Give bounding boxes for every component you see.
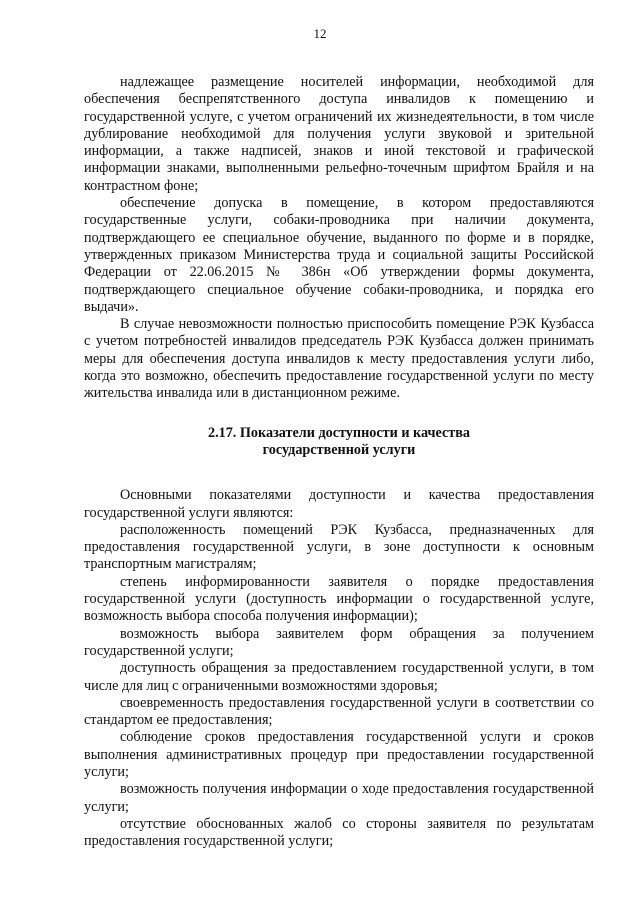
page-number: 12 [313, 26, 327, 41]
paragraph: возможность выбора заявителем форм обращения за получением государственной услуги; [84, 625, 594, 659]
document-body [84, 74, 594, 850]
paragraph: доступность обращения за предоставлением государственной услуги, в том числе для лиц с ограниченными возможностями здоровья; [84, 660, 594, 694]
paragraph: возможность получения информации о ходе предоставления государственной услуги; [84, 781, 594, 815]
paragraph: расположенность помещений РЭК Кузбасса, предназначенных для предоставления государственной услуги, в зоне доступности к основным транспортным магистралям; [84, 521, 594, 573]
section-heading-line: государственной услуги [262, 441, 416, 458]
section-heading-line: 2.17. Показатели доступности и качества [207, 424, 471, 441]
paragraph: соблюдение сроков предоставления государственной услуги и сроков выполнения административных процедур при предоставлении государственной услуги; [84, 729, 594, 780]
paragraph: обеспечение допуска в помещение, в котором предоставляются государственные услуги, собаки-проводника при наличии документа, подтверждающего ее специальное обучение, выданного по форме и в порядке, утвержденных приказом Министерства труда и социальной защиты Российской Федерации от 22.06.2015 № 386н «Об утверждении формы документа, подтверждающего специальное обучение собаки-проводника, и порядка его выдачи». [84, 195, 594, 315]
paragraph: надлежащее размещение носителей информации, необходимой для обеспечения беспрепятственного доступа инвалидов к помещению и государственной услуге, с учетом ограничений их жизнедеятельности, в том числе дублирование необходимой для получения услуги звуковой и зрительной информации, а также надписей, знаков и иной текстовой и графической информации знаками, выполненными рельефно-точечным шрифтом Брайля и на контрастном фоне; [84, 74, 594, 194]
paragraph: своевременность предоставления государственной услуги в соответствии со стандартом ее предоставления; [84, 694, 594, 729]
paragraph: отсутствие обоснованных жалоб со стороны заявителя по результатам предоставления государственной услуги; [84, 815, 594, 850]
section-heading [84, 425, 594, 460]
paragraph: степень информированности заявителя о порядке предоставления государственной услуги (доступность информации о государственной услуге, возможность выбора способа получения информации); [84, 573, 594, 625]
paragraph: Основными показателями доступности и качества предоставления государственной услуги являются: [84, 487, 594, 521]
paragraph: В случае невозможности полностью приспособить помещение РЭК Кузбасса с учетом потребностей инвалидов председатель РЭК Кузбасса должен принимать меры для обеспечения доступа инвалидов к месту предоставления услуги либо, когда это возможно, обеспечить предоставление государственной услуги по месту жительства инвалида или в дистанционном режиме. [84, 316, 594, 402]
